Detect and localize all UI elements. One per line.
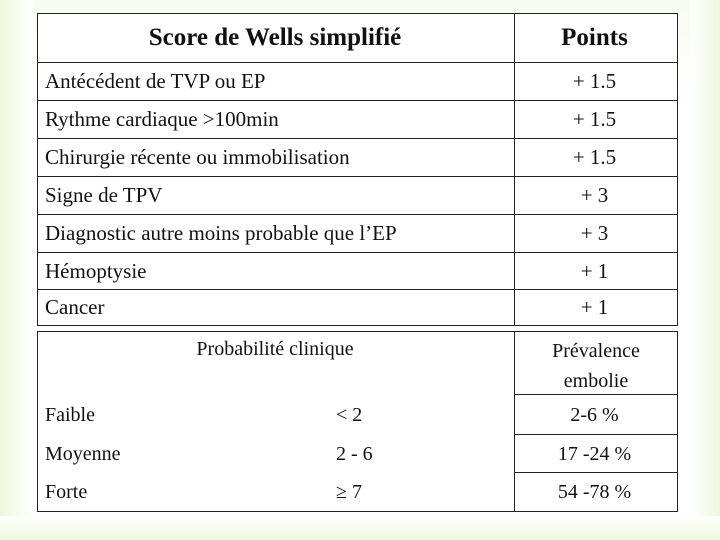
criterion-points: + 1 <box>580 295 609 319</box>
criterion-points: + 1 <box>580 258 609 283</box>
background-tint-left <box>0 0 34 540</box>
criterion-points: + 1.5 <box>572 145 617 169</box>
prevalence-value: 54 -78 % <box>557 481 632 503</box>
criterion-label: Signe de TPV <box>45 183 163 207</box>
prevalence-value: 2-6 % <box>570 404 619 426</box>
points-header: Points <box>561 24 628 51</box>
criterion-label: Hémoptysie <box>45 258 147 283</box>
criterion-label: Cancer <box>45 295 105 319</box>
table-row <box>38 177 677 215</box>
table-row <box>38 101 677 139</box>
table-row <box>38 63 677 101</box>
prevalence-row-line <box>515 434 677 435</box>
criterion-points: + 1.5 <box>572 69 617 93</box>
clinical-probability-table <box>37 331 678 512</box>
probability-row <box>38 436 677 473</box>
wells-score-table <box>37 13 678 326</box>
criterion-points: + 3 <box>580 183 609 207</box>
table-title: Score de Wells simplifié <box>148 24 402 51</box>
prevalence-header-line-1: Prévalence <box>552 340 640 362</box>
criterion-label: Chirurgie récente ou immobilisation <box>45 145 350 169</box>
criterion-points: + 1.5 <box>572 107 617 131</box>
background-tint-bottom <box>0 516 720 540</box>
table-row <box>38 215 677 253</box>
probability-level: Forte <box>45 481 88 503</box>
criterion-label: Antécédent de TVP ou EP <box>45 69 266 93</box>
probability-score: ≥ 7 <box>336 481 362 503</box>
background-tint-right <box>690 0 720 540</box>
probability-level: Moyenne <box>45 443 121 465</box>
table-row <box>38 253 677 290</box>
probability-header: Probabilité clinique <box>196 338 354 360</box>
table-row <box>38 139 677 177</box>
probability-level: Faible <box>45 404 95 426</box>
prevalence-value: 17 -24 % <box>557 443 632 465</box>
criterion-label: Rythme cardiaque >100min <box>45 107 279 131</box>
criterion-points: + 3 <box>580 221 609 245</box>
table-header-row <box>38 14 677 63</box>
criterion-label: Diagnostic autre moins probable que l’EP <box>45 221 397 245</box>
probability-row <box>38 474 677 511</box>
prevalence-header-line-2: embolie <box>563 370 629 392</box>
table-row <box>38 290 677 325</box>
probability-row <box>38 397 677 434</box>
prevalence-header <box>515 332 677 394</box>
probability-score: 2 - 6 <box>336 443 373 465</box>
probability-score: < 2 <box>336 404 363 426</box>
prevalence-row-line <box>515 394 677 395</box>
